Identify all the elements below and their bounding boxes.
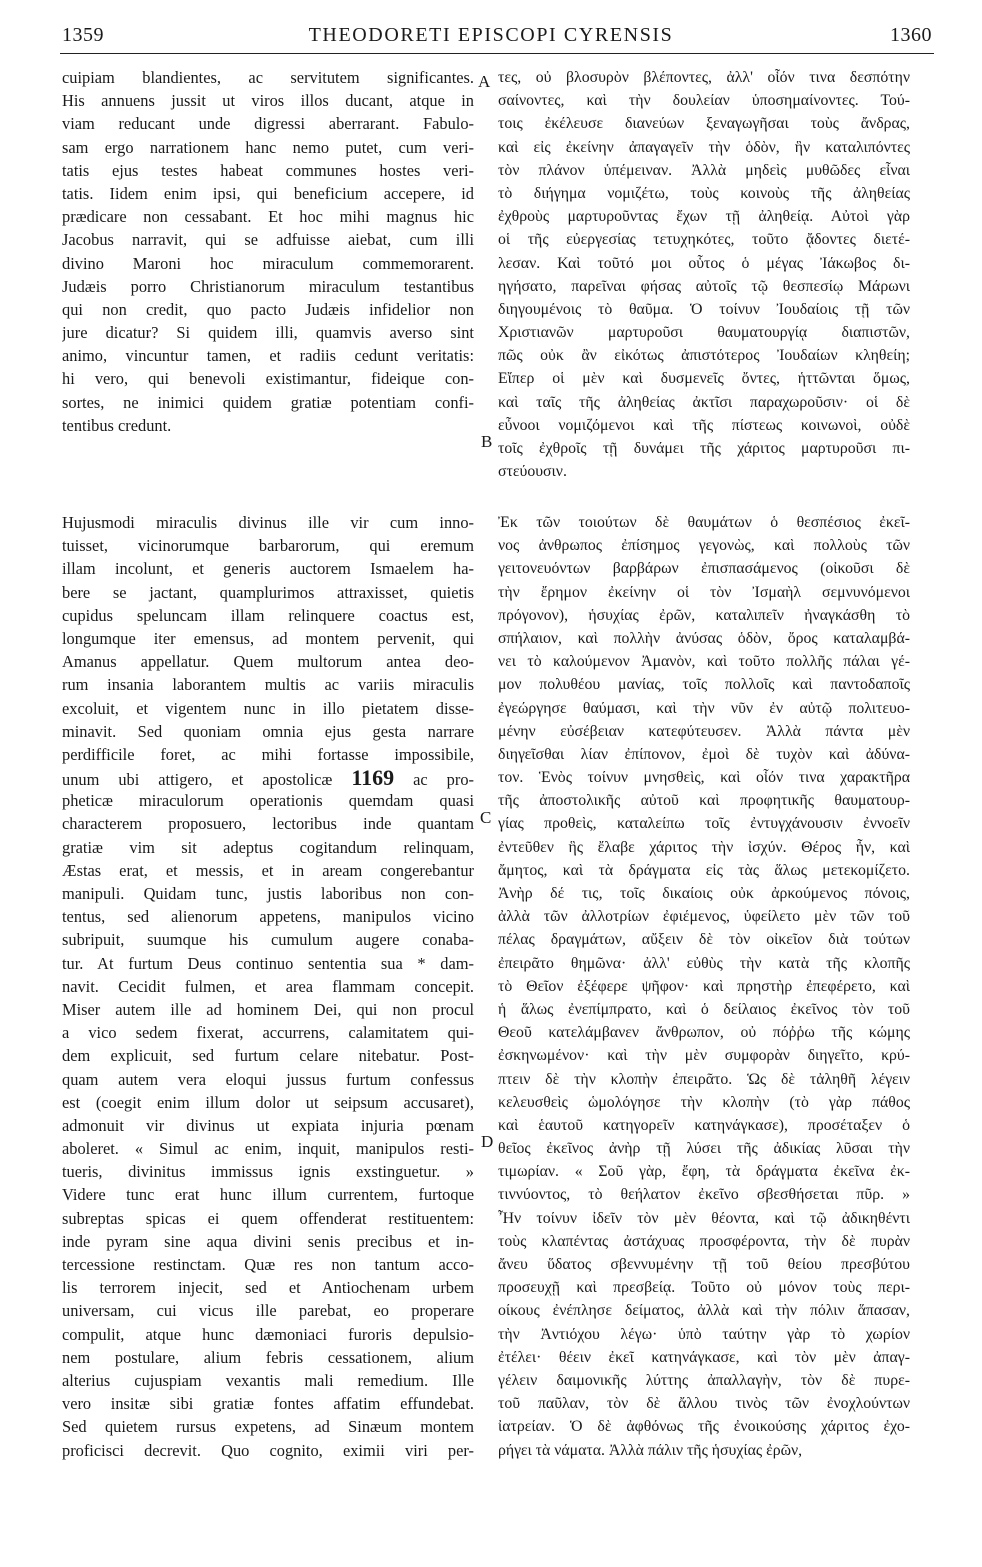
text-line: tatis. Iidem enim ipsi, qui beneficium accepere, id <box>62 183 474 203</box>
text-line: manipuli. Quidam tunc, justis laboribus non con- <box>62 884 474 903</box>
text-line: aboleret. « Simul ac enim, inquit, manipulos resti- <box>62 1139 474 1159</box>
text-line: Æstas erat, et messis, et in aream congerebantur <box>62 860 474 880</box>
text-line: bere se jactant, quamplurimos attraxisset, quietis <box>62 582 474 602</box>
text-line: illam incolunt, et generis auctorem Ismaelem ha- <box>62 559 474 579</box>
text-line <box>62 766 474 789</box>
text-line: τες, οὐ βλοσυρὸν βλέποντες, ἀλλ' οἷόν τινα δεσπότην <box>498 69 910 86</box>
latin-paragraph-2 <box>62 511 474 1462</box>
text-line: animo, vincuntur tamen, et radiis cedunt veritatis: <box>62 346 474 366</box>
text-line: dem explicuit, sed furtum celare nitebatur. Post- <box>62 1046 474 1066</box>
text-line: τῆς ἀποστολικῆς αὐτοῦ καὶ προφητικῆς θαυματουρ- <box>498 792 910 810</box>
text-line: tuisset, vicinorumque barbarorum, qui eremum <box>62 536 474 556</box>
text-line: τιμωρίαν. « Σοῦ γὰρ, ἔφη, τὰ δράγματα ἐκεῖνα ἐκ- <box>498 1163 910 1181</box>
text-line: rum insania laborantem multis ac variis miraculis <box>62 675 474 695</box>
text-line: σπήλαιον, καὶ πολλὴν ἀνύσας ὁδὸν, ὄρος καταλαμβά- <box>498 629 910 647</box>
text-line: inde pyram sine aqua divini senis precibus et in- <box>62 1231 474 1251</box>
text-line: τοὺς κλαπέντας ἀστάχυας προσφέροντα, τὴν δὲ πυρὰν <box>498 1232 910 1250</box>
text-line: Miser autem ille ad hominem Dei, qui non procul <box>62 999 474 1019</box>
text-line: τοις ἐκέλευσε διανεύων ξεναγωγῆσαι τοὺς ἄνδρας, <box>498 115 910 133</box>
text-line: τὸν πλάνον ὑπέμειναν. Ἀλλὰ μηδεὶς μυθῶδες εἶναι <box>498 161 910 179</box>
text-line: θεῖος ἐκεῖνος ἀνὴρ τῇ λύσει τῆς ἀδικίας λῦσαι τὴν <box>498 1140 910 1158</box>
text-line: Amanus appellatur. Quem multorum antea deo- <box>62 652 474 672</box>
greek-paragraph-2 <box>498 511 910 1462</box>
text-line: Judæis porro Christianorum miraculum testantibus <box>62 276 474 296</box>
text-line: cuipiam blandientes, ac servitutem significantes. <box>62 68 474 87</box>
text-line: gratiæ vim sit adeptus cogitandum relinquam, <box>62 837 474 857</box>
text-line: Θεοῦ κατελάμβανεν ἄνθρωπον, οὐ πόῤῥω τῆς κώμης <box>498 1024 910 1042</box>
text-line: προσευχῇ καὶ πρεσβείᾳ. Τοῦτο οὐ μόνον τοὺς περι- <box>498 1279 910 1297</box>
text-line: τοῖς ἐχθροῖς τῇ δυνάμει τῆς χάριτος μαρτυροῦσι πι- <box>498 440 910 457</box>
text-line: proficisci decrevit. Quo cognito, eximii viri per- <box>62 1440 474 1460</box>
text-line: γέλειν δαιμονικῆς λύττης ἀπαλλαγὴν, τὸν δὲ πυρε- <box>498 1371 910 1389</box>
text-line: Ἦν τοίνυν ἰδεῖν τὸν μὲν θέοντα, καὶ τῷ ἀδικηθέντι <box>498 1209 910 1227</box>
text-line: Εἴπερ οἱ μὲν καὶ δυσμενεῖς ὄντες, ἡττῶνται ὅμως, <box>498 370 910 388</box>
text-line: ἐντεῦθεν ἣς ἔλαβε χάριτος τὴν ἰσχύν. Θέρος ἦν, καὶ <box>498 838 910 856</box>
text-line: est (coegit enim illum dolor ut seipsum accusaret), <box>62 1092 474 1112</box>
text-line: subreptas spicas ei quem offenderat restituentem: <box>62 1208 474 1228</box>
text-line: characterem proposuero, lectoribus inde quantam <box>62 814 474 834</box>
text-line: ἄμητος, καὶ τὰ δράγματα εἰς τὰς ἅλως μετεκομίζετο. <box>498 861 910 879</box>
text-line: καὶ εἰς ἐκείνην ἀπαγαγεῖν τὴν ὁδὸν, ἣν καταλιπόντες <box>498 138 910 156</box>
right-page-number: 1360 <box>890 24 932 46</box>
text-line: Jacobus narravit, qui se adfuisse aiebat, cum illi <box>62 230 474 250</box>
text-line: quam autem vera eloqui jussus furtum confessus <box>62 1069 474 1089</box>
text-line: ρήγει τὰ νάματα. Ἀλλὰ πάλιν τῆς ἡσυχίας ἐρῶν, <box>498 1441 803 1459</box>
text-line: διηγουμένοις τὸ θαῦμα. Ὁ τοίνυν Ἰουδαίοις τῇ τῶν <box>498 300 910 318</box>
header-rule <box>60 53 934 54</box>
text-line: Ἀνὴρ δέ τις, τοῖς δικαίοις οὐκ ἀρκούμενος πόνοις, <box>498 885 910 902</box>
text-line: alterius cujuspiam vexantis mali remedium. Ille <box>62 1370 474 1390</box>
text-line: Sed quietem rursus expetens, ad Sinæum montem <box>62 1417 474 1437</box>
text-line: a vico sedem fixerat, accurrens, calamitatem qui- <box>62 1023 474 1043</box>
text-line: prædicare non cessabant. Et hoc mihi magnus hic <box>62 207 474 227</box>
running-header <box>40 20 942 50</box>
text-fragment: ac pro- <box>394 770 474 790</box>
text-line: tentibus credunt. <box>62 415 172 435</box>
text-line: Videre tunc erat hunc illum currentem, furtoque <box>62 1185 474 1205</box>
text-line: σαίνοντες, καὶ τὴν δουλείαν ὑποσημαίνοντες. Τού- <box>498 92 910 110</box>
section-marker-c: C <box>480 808 492 827</box>
left-page-number: 1359 <box>62 24 104 46</box>
text-line: κελευσθεὶς ὡμολόγησε τὴν κλοπὴν (τὸ γὰρ πάθος <box>498 1093 910 1111</box>
text-line: cupidus speluncam illam relinquere coactus est, <box>62 605 474 625</box>
text-line: ἐγεώργησε θαύμασι, καὶ τὴν νῦν ἐν αὐτῷ πολιτευο- <box>498 699 910 717</box>
text-line: τὴν Ἀντιόχου λέγω· ὑπὸ ταύτην γὰρ τὸ χωρίον <box>498 1325 910 1343</box>
text-line: τὴν ἔρημον ἐκείνην οἱ τὸν Ἰσμαὴλ σεμνυνόμενοι <box>498 583 910 601</box>
text-line: minavit. Sed quoniam omnia ejus gesta narrare <box>62 721 474 741</box>
text-line: qui non credit, quo pacto Judæis infidelior non <box>62 299 474 319</box>
text-line: viam reducant unde digressi aberrarant. Fabulo- <box>62 114 474 134</box>
text-line: ἀλλὰ τῶν ἀλλοτρίων ἐφιέμενος, ὑφείλετο μὲν τῶν τοῦ <box>498 908 910 926</box>
text-line: μένην εὐσέβειαν κατεφύτευσεν. Ἀλλὰ πάντα μὲν <box>498 722 910 740</box>
text-line: nem postulare, alium febris cessationem, alium <box>62 1347 474 1367</box>
text-line: sortes, ne inimici quidem gratiæ potentiam confi- <box>62 392 474 412</box>
text-line: καὶ ταῖς τῆς ἀληθείας ἀκτῖσι παραχωροῦσιν· οἱ δὲ <box>498 393 910 411</box>
text-line: Hujusmodi miraculis divinus ille vir cum inno- <box>62 513 474 532</box>
text-line: πῶς οὐκ ἂν εἰκότως ἀπιστότερος Ἰουδαίων κληθείη; <box>498 347 910 365</box>
text-line: excoluit, et vigentem nunc in illo pietatem disse- <box>62 698 474 718</box>
text-line: γειτονευόντων βαρβάρων ἐπισπασάμενος (οἰκοῦσι δὲ <box>498 560 910 578</box>
text-line: ἡ ἅλως ἐνεπίμπρατο, καὶ ὁ δείλαιος ἐκεῖνος τὸν τοῦ <box>498 1000 910 1018</box>
latin-paragraph-1 <box>62 66 474 437</box>
text-line: καὶ ἑαυτοῦ κατηγορεῖν κατηνάγκασε), προσέταξεν ὁ <box>498 1116 910 1134</box>
text-line: longumque iter emensus, ad montem pervenit, qui <box>62 628 474 648</box>
text-line: νει τὸ καλούμενον Ἀμανὸν, καὶ τοῦτο πολλῆς πάλαι γέ- <box>498 653 910 671</box>
text-line: vero insitæ sibi gratiæ fontes affatim effundebat. <box>62 1394 474 1414</box>
running-title: THEODORETI EPISCOPI CYRENSIS <box>308 24 674 46</box>
text-line: tueris, divinitus immissus ignis exstinguetur. » <box>62 1162 474 1182</box>
text-line: τον. Ἑνὸς τοίνυν μνησθεὶς, καὶ οἷόν τινα χαρακτῆρα <box>498 769 910 787</box>
text-line: πτειν δὲ τὴν κλοπὴν ἐπειρᾶτο. Ὡς δὲ τἀληθῆ λέγειν <box>498 1070 910 1088</box>
text-line: πέλας δραγμάτων, αὔξειν δὲ τὸν οἰκεῖον διὰ τούτων <box>498 931 910 949</box>
text-line: λεσαν. Καὶ τοῦτό μοι οὗτος ὁ μέγας Ἰάκωβος δι- <box>498 254 910 272</box>
text-line: tatis ejus testes habeat communes hostes veri- <box>62 160 474 180</box>
text-line: jure dicatur? Si quidem illi, quamvis averso sint <box>62 323 474 343</box>
text-line: τὸ Θεῖον ἐξέφερε ψῆφον· καὶ πρηστὴρ ἐπεφέρετο, καὶ <box>498 977 910 995</box>
column-number: 1169 <box>351 765 395 791</box>
text-line: lis terrorem injecit, sed et Antiochenam urbem <box>62 1278 474 1298</box>
text-line: Χριστιανῶν μαρτυροῦσι θαυματουργίᾳ διαπιστῶν, <box>498 324 910 342</box>
text-line: tercessione restinctam. Quæ res non tantum acco- <box>62 1255 474 1274</box>
text-line: tur. At furtum Deus continuo sententia sua * dam- <box>62 953 474 973</box>
text-line: οἱ τῆς εὐεργεσίας τετυχηκότες, τοῦτο ᾄδοντες διετέ- <box>498 231 910 249</box>
text-line: τοῦ παῦλαν, τὸν δὲ ἄλλου τινὸς τῶν ἐνοχλούντων <box>498 1395 910 1413</box>
text-line: perdifficile foret, ac mihi fortasse impossibile, <box>62 744 474 764</box>
text-line: ηγήσατο, παρεῖναι φήσας αὐτοῖς τῷ θεσπεσίῳ Μάρωνι <box>498 277 910 295</box>
text-fragment: unum ubi attigero, et apostolicæ <box>62 770 352 790</box>
text-line: πρόγονον), ἡσυχίας ἐρῶν, καταλιπεῖν ἠναγκάσθη τὸ <box>498 606 910 624</box>
section-marker-d: D <box>481 1132 494 1151</box>
text-line: μον πολυθέου μανίας, τοῖς πολλοῖς καὶ παντοδαποῖς <box>498 676 910 694</box>
text-line: εὖνοοι νομιζόμενοι καὶ τῆς πίστεως κοινωνοὶ, οὐδὲ <box>498 416 910 434</box>
text-line: ἄνευ ὕδατος σβεννυμένην τῇ τοῦ θείου πρεσβύτου <box>498 1256 910 1273</box>
section-marker-b: B <box>481 432 493 451</box>
text-line: Ἐκ τῶν τοιούτων δὲ θαυμάτων ὁ θεσπέσιος ἐκεῖ- <box>498 514 910 531</box>
text-line: His annuens jussit ut viros illos ducant, atque in <box>62 91 474 111</box>
section-marker-a: A <box>478 72 491 91</box>
text-line: ἐχθροὺς μαρτυροῦντας ἔχων τῇ ἀληθείᾳ. Αὐτοὶ γὰρ <box>498 208 910 226</box>
text-line: γίας προθεὶς, καταλείπω τοῖς ἐντυγχάνουσιν ἐννοεῖν <box>498 815 910 833</box>
text-line: ἐπειρᾶτο θημῶνα· ἀλλ' εὐθὺς τὴν κατὰ τῆς κλοπῆς <box>498 954 910 972</box>
text-line: universam, cui vicus ille parebat, eo properare <box>62 1301 474 1321</box>
text-line: subripuit, suumque his cumulum augere conaba- <box>62 930 474 950</box>
text-line: admonuit vir divinus ut expiata injuria pœnam <box>62 1115 474 1135</box>
text-line: pheticæ miraculorum operationis quemdam quasi <box>62 791 474 811</box>
text-line: ἐσκηνωμένον· καὶ τὴν μὲν συμφορὰν διηγεῖτο, κρύ- <box>498 1047 910 1065</box>
text-line: navit. Cecidit fulmen, et area flammam concepit. <box>62 976 474 996</box>
text-line: hi vero, qui benevoli existimantur, fideique con- <box>62 369 474 389</box>
text-line: τὸ διήγημα νομιζέτω, τοὺς κοινοὺς τῆς ἀληθείας <box>498 184 910 202</box>
text-line: οίκους ἐνέπλησε δείματος, ἀλλὰ καὶ τὴν πόλιν ἅπασαν, <box>498 1302 910 1320</box>
text-line: compulit, atque hunc dæmoniaci furoris depulsio- <box>62 1324 474 1344</box>
text-line: ἰατρείαν. Ὁ δὲ ἀφθόνως τῆς ἐνοικούσης χάριτος ἐχο- <box>498 1418 910 1436</box>
text-line: διηγεῖσθαι λίαν ἐπίπονον, ἐμοὶ δὲ τυχὸν καὶ ἀδύνα- <box>498 745 910 763</box>
text-line: ἐτέλει· θέειν ἐκεῖ κατηνάγκασε, καὶ τὸν μὲν ἀπαγ- <box>498 1348 910 1366</box>
greek-paragraph-1 <box>498 66 910 483</box>
text-line: τιννύοντος, τὸ θεήλατον ἐκεῖνο σβεσθήσεται πῦρ. » <box>498 1186 910 1204</box>
text-line: νος ἀνθρωπος ἐπίσημος γεγονὼς, καὶ πολλοὺς τῶν <box>498 537 910 555</box>
text-line: divino Maroni hoc miraculum commemorarent. <box>62 253 474 273</box>
text-line: sam ergo narrationem hanc nemo putet, cum veri- <box>62 137 474 157</box>
text-line: στεύουσιν. <box>498 463 567 481</box>
text-line: tentus, sed alienorum appetens, manipulos vicino <box>62 907 474 927</box>
